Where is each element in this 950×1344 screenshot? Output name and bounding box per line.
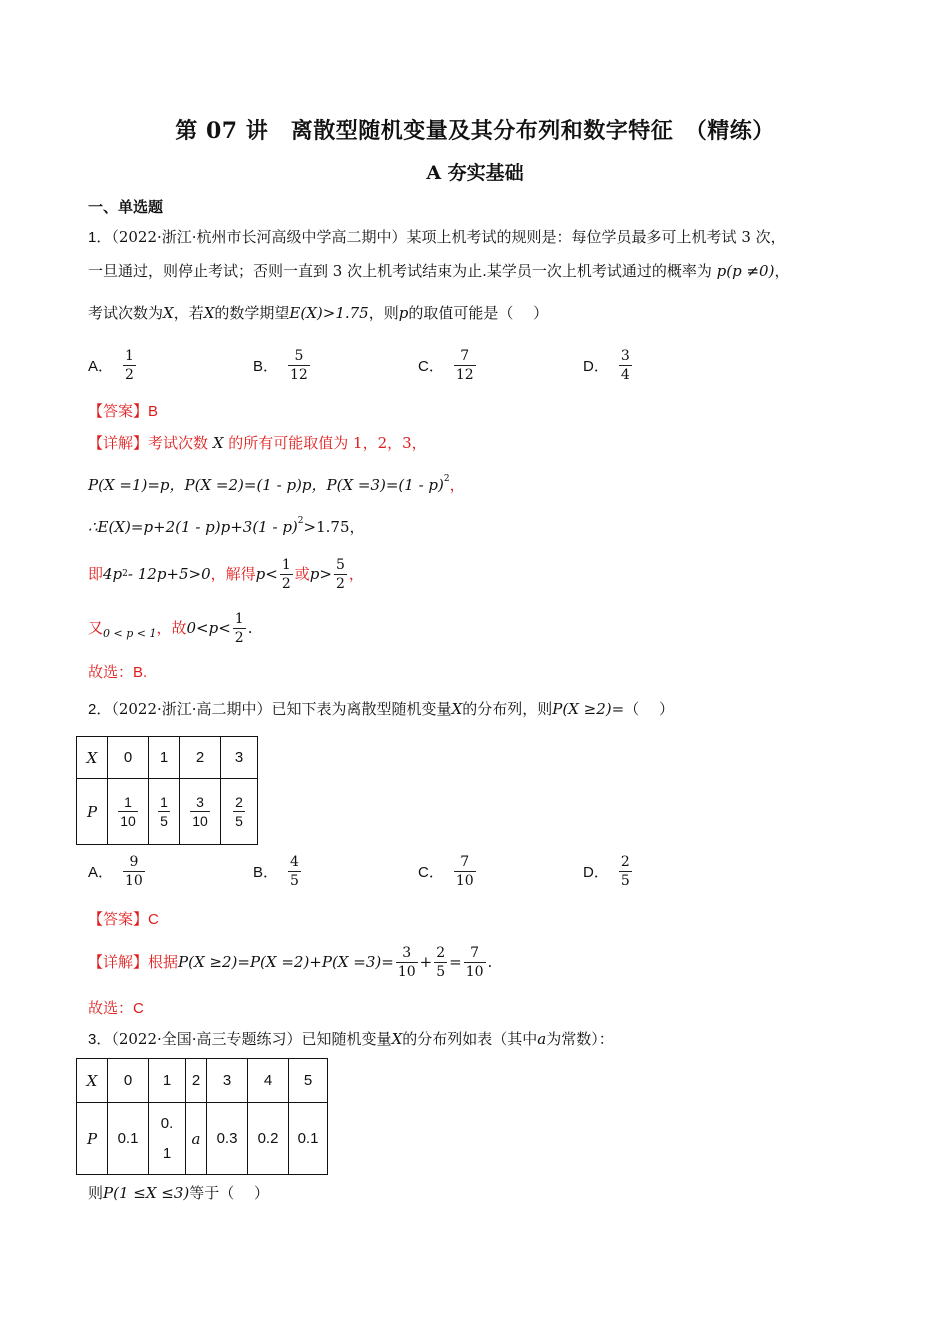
- q2-table-p-3: [221, 779, 258, 845]
- q2-detail-math: P(X ≥2)=P(X =2)+P(X =3)=: [178, 953, 394, 971]
- frac-num: 1: [160, 794, 168, 810]
- frac-num: 7: [460, 853, 470, 870]
- frac-num: 7: [470, 944, 480, 961]
- q3-var-a: a: [537, 1030, 547, 1048]
- q1-detail-4-math2: - 12p+5>0: [127, 565, 211, 583]
- q2-option-c-fraction: [454, 853, 476, 890]
- q3-table-p-4: 0.2: [248, 1103, 289, 1175]
- q1-detail-5-small: 0 < p < 1: [103, 627, 157, 640]
- answer-value: C: [148, 911, 159, 928]
- q1-detail-3-math: ∴E(X)=p+2(1 - p)p+3(1 - p): [88, 518, 298, 536]
- q3-var-x: X: [391, 1030, 403, 1048]
- q1-prob-math: p(p ≠0): [716, 262, 775, 280]
- frac-num: 4: [290, 853, 299, 870]
- q1-var-x2: X: [203, 304, 215, 322]
- q2-line1: [88, 698, 674, 721]
- q2-detail-a: 根据: [148, 953, 179, 971]
- q2-option-c-label: C．: [418, 863, 444, 881]
- q1-detail-3: [88, 510, 364, 538]
- q2-detail-end: .: [487, 953, 493, 971]
- q1-number: 1．: [88, 229, 112, 246]
- detail-tag: 【详解】: [88, 434, 149, 452]
- frac-den: 5: [235, 813, 243, 829]
- q2-option-d-label: D．: [583, 863, 609, 881]
- frac-den: 10: [397, 963, 416, 980]
- q2-table-label-x: X: [77, 737, 108, 779]
- frac-den: 12: [455, 366, 474, 383]
- q1-detail-2-exp: 2: [443, 474, 450, 484]
- q1-option-b[interactable]: [253, 342, 312, 388]
- q2-option-a[interactable]: [88, 848, 147, 894]
- page-subtitle: A 夯实基础: [426, 162, 524, 184]
- q3-table-x-2: 2: [186, 1059, 207, 1103]
- q1-detail-1: [88, 432, 427, 454]
- q3-stem-1: （2022·全国·高三专题练习）已知随机变量: [111, 1030, 392, 1048]
- frac-den: 10: [465, 963, 484, 980]
- q2-option-b-fraction: [288, 853, 301, 890]
- q1-option-b-fraction: [288, 347, 310, 384]
- q3-table-p-1-text: 0.1: [160, 1114, 174, 1162]
- q3-ask-b: 等于（ ）: [189, 1184, 270, 1202]
- q1-detail-5a: 又: [88, 619, 104, 637]
- frac-den: 12: [290, 366, 308, 383]
- q2-option-d-fraction: [619, 853, 632, 890]
- q1-detail-4-frac2: [334, 556, 347, 593]
- q3-stem-3: 为常数）：: [546, 1030, 614, 1048]
- q2-options: [88, 848, 788, 894]
- q1-detail-4c: 或: [294, 565, 310, 583]
- q2-stem-end: （ ）: [624, 700, 674, 718]
- detail-tag: 【详解】: [88, 953, 149, 971]
- q3-number: 3．: [88, 1031, 112, 1048]
- q2-detail: [88, 940, 492, 984]
- q2-table-x-2: 2: [180, 737, 221, 779]
- table-fraction: [158, 793, 170, 830]
- frac-den: 2: [335, 575, 345, 592]
- q2-option-d[interactable]: [583, 848, 634, 894]
- q3-table-x-3: 3: [207, 1059, 248, 1103]
- frac-den: 2: [281, 575, 291, 592]
- q3-table-label-p: P: [77, 1103, 108, 1175]
- q1-detail-5-frac: [233, 610, 246, 647]
- q1-detail-4: [88, 552, 364, 596]
- q2-option-a-label: A．: [88, 863, 114, 881]
- q1-detail-4a: 即: [88, 565, 104, 583]
- q2-detail-frac2: [434, 944, 447, 981]
- q2-option-a-fraction: [123, 853, 145, 890]
- q1-option-a-fraction: [123, 347, 136, 384]
- q1-stem-2-end: ，: [774, 262, 790, 280]
- q3-table-p-5: 0.1: [289, 1103, 328, 1175]
- frac-den: 2: [125, 366, 134, 383]
- q1-option-d-fraction: [619, 347, 632, 384]
- q1-detail-5: [88, 606, 253, 650]
- q1-stem-3b: ，若: [173, 304, 204, 322]
- q1-detail-3-end: >1.75，: [303, 518, 365, 536]
- q2-detail-frac1: [396, 944, 418, 981]
- q1-var-p: p: [398, 304, 409, 322]
- q1-option-c-fraction: [454, 347, 476, 384]
- q2-table-p-1: [149, 779, 180, 845]
- q1-stem-3d: ，则: [368, 304, 399, 322]
- q1-detail-2-math: P(X =1)=p，P(X =2)=(1 - p)p，P(X =3)=(1 - p): [88, 476, 444, 494]
- q3-table-x-1: 1: [149, 1059, 186, 1103]
- frac-den: 10: [125, 872, 143, 889]
- q2-detail-plus: +: [419, 953, 433, 971]
- answer-tag: 【答案】: [88, 402, 149, 420]
- frac-num: 3: [620, 347, 630, 364]
- q3-table-p-2: a: [186, 1103, 207, 1175]
- q1-detail-var-x: X: [212, 434, 224, 452]
- q1-detail-5-math: 0<p<: [186, 619, 231, 637]
- q2-answer: [88, 908, 159, 931]
- q1-detail-4-frac1: [280, 556, 293, 593]
- q2-table-row-p: [77, 779, 258, 845]
- frac-den: 10: [192, 813, 208, 829]
- q1-stem-2: 一旦通过，则停止考试；否则一直到 3 次上机考试结束为止.某学员一次上机考试通过的概率为: [88, 262, 712, 280]
- q1-var-x1: X: [163, 304, 174, 322]
- page-title: 第 07 讲 离散型随机变量及其分布列和数字特征 （精练）: [175, 118, 775, 144]
- q2-prob-math: P(X ≥2)=: [552, 700, 625, 718]
- q2-table-label-p: P: [77, 779, 108, 845]
- q1-option-d[interactable]: [583, 342, 634, 388]
- q1-detail-4b: ，解得: [210, 565, 256, 583]
- q3-table-p-1: [149, 1103, 186, 1175]
- q2-table-x-0: 0: [108, 737, 149, 779]
- frac-num: 2: [436, 944, 446, 961]
- q1-line3: [88, 302, 548, 324]
- frac-den: 10: [455, 872, 474, 889]
- q1-detail-1b: 的所有可能取值为 1，2，3，: [228, 434, 427, 452]
- frac-num: 9: [129, 853, 139, 870]
- q1-option-c[interactable]: [418, 342, 478, 388]
- q1-option-a-label: A．: [88, 357, 114, 375]
- q2-option-c[interactable]: [418, 848, 478, 894]
- q3-distribution-table: [76, 1058, 328, 1175]
- frac-den: 10: [120, 813, 136, 829]
- q1-option-a[interactable]: [88, 342, 138, 388]
- q2-option-b[interactable]: [253, 848, 303, 894]
- q1-detail-5b: ，故: [156, 619, 187, 637]
- q3-table-x-5: 5: [289, 1059, 328, 1103]
- frac-num: 2: [235, 794, 243, 810]
- frac-den: 5: [620, 872, 630, 889]
- q1-conclusion: 故选：B.: [88, 664, 148, 681]
- q1-line2: [88, 260, 789, 282]
- section-heading: 一、单选题: [88, 198, 164, 216]
- q1-detail-4-math1: 4p: [103, 565, 123, 583]
- q3-ask: [88, 1182, 269, 1204]
- answer-tag: 【答案】: [88, 910, 149, 928]
- q3-table-p-3: 0.3: [207, 1103, 248, 1175]
- q1-stem-3c: 的数学期望: [214, 304, 290, 322]
- q1-expect-math: E(X)>1.75: [289, 304, 369, 322]
- q2-table-x-1: 1: [149, 737, 180, 779]
- q1-detail-4-p2: p>: [309, 565, 332, 583]
- q2-detail-frac3: [464, 944, 486, 981]
- table-fraction: [233, 793, 245, 830]
- q3-table-x-4: 4: [248, 1059, 289, 1103]
- q1-detail-2: [88, 468, 465, 496]
- frac-num: 5: [335, 556, 345, 573]
- frac-den: 2: [234, 629, 244, 646]
- q2-table-p-2: [180, 779, 221, 845]
- q2-var-x: X: [451, 700, 463, 718]
- q3-table-p-0: 0.1: [108, 1103, 149, 1175]
- q1-stem-3e: 的取值可能是（ ）: [408, 304, 549, 322]
- q2-table-p-0: [108, 779, 149, 845]
- q2-table-row-x: [77, 737, 258, 779]
- q1-detail-5-end: .: [247, 619, 253, 637]
- q2-table-x-3: 3: [221, 737, 258, 779]
- q2-number: 2．: [88, 701, 112, 718]
- q1-options: [88, 342, 788, 388]
- q1-detail-4-end: ，: [348, 565, 364, 583]
- frac-den: 5: [160, 813, 168, 829]
- table-fraction: [118, 793, 138, 830]
- q3-line1: [88, 1028, 614, 1051]
- q2-option-b-label: B．: [253, 863, 279, 881]
- q3-ask-math: P(1 ≤X ≤3): [103, 1184, 190, 1202]
- q1-detail-2-end: ，: [449, 476, 465, 494]
- frac-den: 5: [436, 963, 446, 980]
- q3-table-row-p: [77, 1103, 328, 1175]
- frac-num: 3: [402, 944, 412, 961]
- frac-num: 2: [620, 853, 630, 870]
- q3-table-row-x: [77, 1059, 328, 1103]
- frac-num: 1: [281, 556, 291, 573]
- q3-stem-2: 的分布列如表（其中: [402, 1030, 538, 1048]
- q2-distribution-table: [76, 736, 258, 845]
- q3-table-x-0: 0: [108, 1059, 149, 1103]
- q1-stem-1: （2022·浙江·杭州市长河高级中学高二期中）某项上机考试的规则是：每位学员最多可上机考试 3 次，: [111, 228, 786, 246]
- q3-table-label-x: X: [77, 1059, 108, 1103]
- frac-num: 1: [125, 347, 134, 364]
- frac-den: 5: [290, 872, 299, 889]
- q2-stem-1: （2022·浙江·高二期中）已知下表为离散型随机变量: [111, 700, 452, 718]
- q2-conclusion: 故选：C: [88, 1000, 144, 1017]
- q1-option-b-label: B．: [253, 357, 279, 375]
- q2-stem-2: 的分布列，则: [462, 700, 553, 718]
- q1-option-c-label: C．: [418, 357, 444, 375]
- frac-num: 3: [196, 794, 204, 810]
- frac-num: 1: [234, 610, 244, 627]
- q1-detail-4-exp: 2: [122, 569, 128, 579]
- frac-num: 7: [460, 347, 470, 364]
- table-fraction: [190, 793, 210, 830]
- answer-value: B: [148, 403, 159, 420]
- q1-answer: [88, 400, 158, 423]
- q1-detail-1a: 考试次数: [148, 434, 209, 452]
- q1-detail-4-p1: p<: [255, 565, 278, 583]
- frac-den: 4: [620, 366, 630, 383]
- q1-line1: [88, 226, 786, 249]
- q3-ask-a: 则: [88, 1184, 104, 1202]
- frac-num: 1: [124, 794, 132, 810]
- q1-option-d-label: D．: [583, 357, 609, 375]
- frac-num: 5: [294, 347, 304, 364]
- q2-detail-eq: =: [449, 953, 462, 971]
- q1-detail-3-exp: 2: [297, 516, 304, 526]
- q1-stem-3a: 考试次数为: [88, 304, 164, 322]
